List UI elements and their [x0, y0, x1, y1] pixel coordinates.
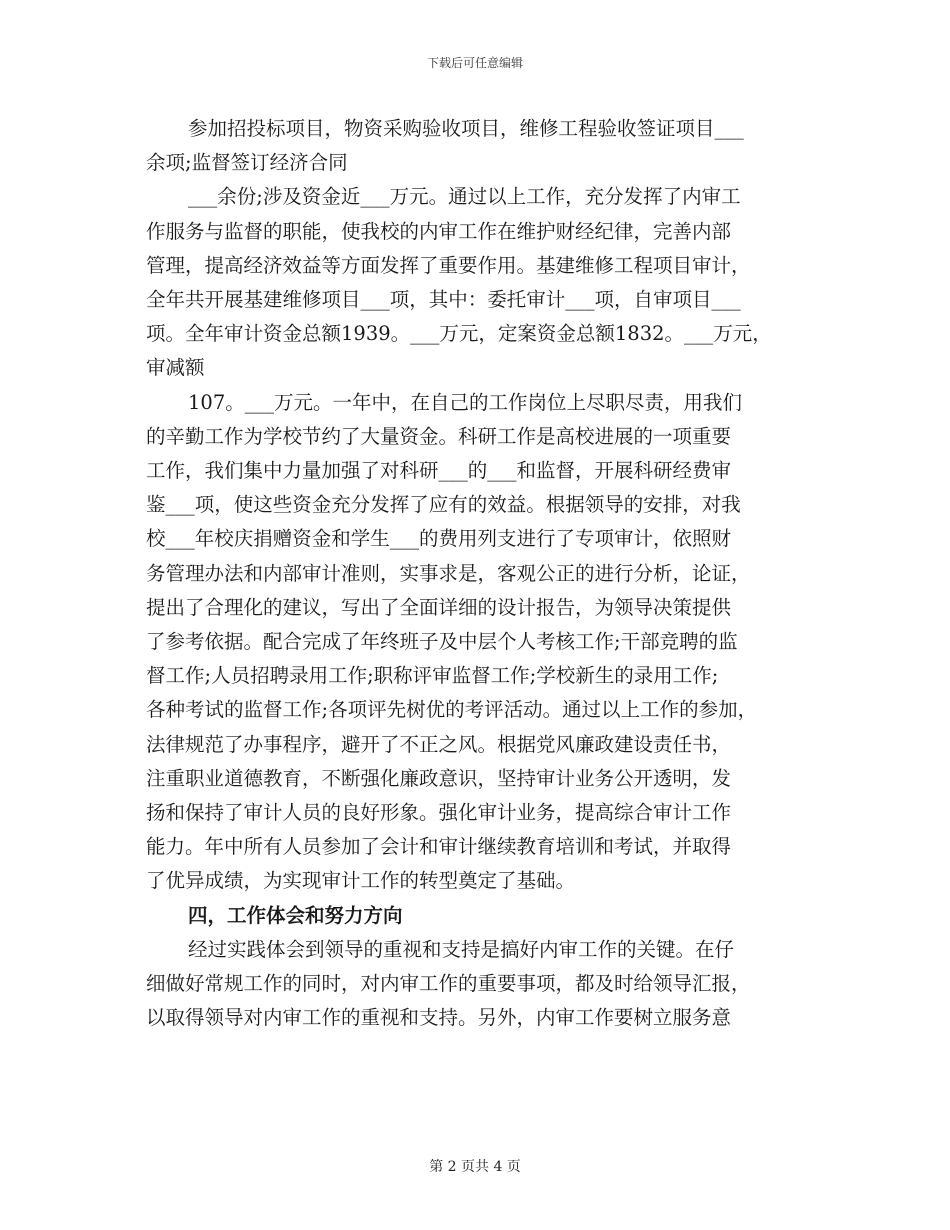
text-line: 细做好常规工作的同时，对内审工作的重要事项，都及时给领导汇报， — [146, 972, 751, 996]
text-line: 法律规范了办事程序，避开了不正之风。根据党风廉政建设责任书， — [146, 732, 732, 756]
text-line: 审减额 — [146, 356, 205, 380]
text-line: ___余份;涉及资金近___万元。通过以上工作，充分发挥了内审工 — [188, 185, 741, 209]
text-line: 扬和保持了审计人员的良好形象。强化审计业务，提高综合审计工作 — [146, 801, 732, 825]
text-line: 工作，我们集中力量加强了对科研___的___和监督，开展科研经费审 — [146, 459, 732, 483]
text-line: 以取得领导对内审工作的重视和支持。另外，内审工作要树立服务意 — [146, 1006, 732, 1030]
section-heading: 四，工作体会和努力方向 — [188, 903, 403, 927]
text-line: 作服务与监督的职能，使我校的内审工作在维护财经纪律，完善内部 — [146, 219, 732, 243]
text-line: 能力。年中所有人员参加了会计和审计继续教育培训和考试，并取得 — [146, 835, 732, 859]
text-line: 务管理办法和内部审计准则，实事求是，客观公正的进行分析，论证， — [146, 561, 751, 585]
text-line: 余项;监督签订经济合同 — [146, 151, 348, 175]
text-line: 提出了合理化的建议，写出了全面详细的设计报告，为领导决策提供 — [146, 595, 732, 619]
text-line: 注重职业道德教育，不断强化廉政意识，坚持审计业务公开透明，发 — [146, 766, 732, 790]
page-header: 下载后可任意编辑 — [426, 56, 523, 70]
text-line: 督工作;人员招聘录用工作;职称评审监督工作;学校新生的录用工作; — [146, 664, 719, 688]
text-line: 全年共开展基建维修项目___项，其中：委托审计___项，自审项目___ — [146, 288, 741, 312]
page-number: 第 2 页共 4 页 — [429, 1159, 521, 1175]
text-line: 了参考依据。配合完成了年终班子及中层个人考核工作;干部竞聘的监 — [146, 630, 738, 654]
text-line: 项。全年审计资金总额1939。___万元，定案资金总额1832。___万元， — [146, 322, 772, 346]
text-line: 管理，提高经济效益等方面发挥了重要作用。基建维修工程项目审计， — [146, 253, 751, 277]
text-line: 107。___万元。一年中，在自己的工作岗位上尽职尽责，用我们 — [188, 390, 742, 414]
text-line: 各种考试的监督工作;各项评先树优的考评活动。通过以上工作的参加， — [146, 698, 758, 722]
document-body — [146, 112, 814, 1035]
text-line: 鉴___项，使这些资金充分发挥了应有的效益。根据领导的安排，对我 — [146, 493, 741, 517]
text-line: 参加招投标项目，物资采购验收项目，维修工程验收签证项目___ — [188, 117, 744, 140]
text-line: 的辛勤工作为学校节约了大量资金。科研工作是高校进展的一项重要 — [146, 424, 732, 448]
text-line: 了优异成绩，为实现审计工作的转型奠定了基础。 — [146, 869, 576, 893]
text-line: 经过实践体会到领导的重视和支持是搞好内审工作的关键。在仔 — [188, 937, 735, 961]
text-line: 校___年校庆捐赠资金和学生___的费用列支进行了专项审计，依照财 — [146, 527, 732, 551]
